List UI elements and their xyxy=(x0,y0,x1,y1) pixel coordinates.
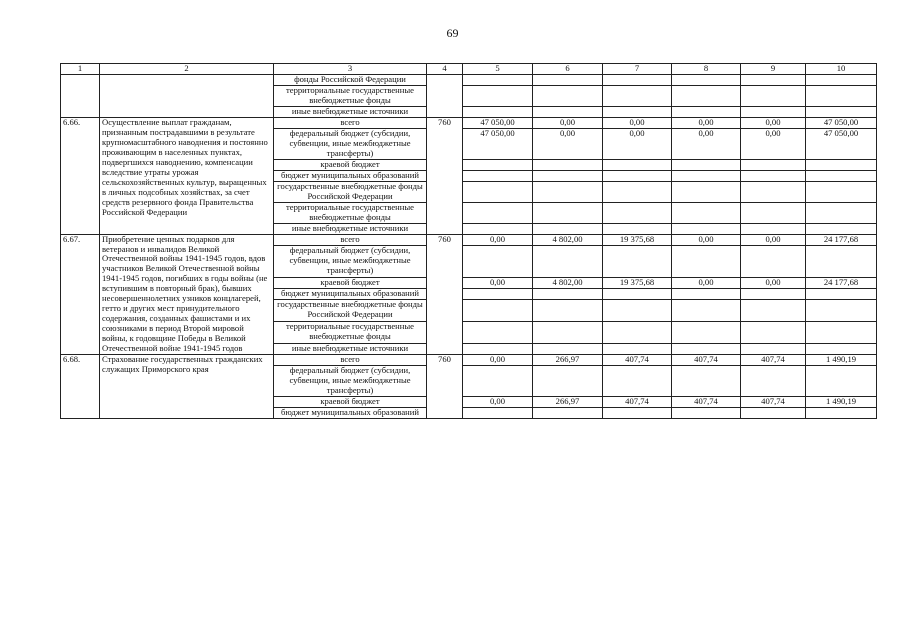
value-cell xyxy=(806,408,877,419)
code-cell: 760 xyxy=(427,355,463,419)
value-cell xyxy=(672,343,741,354)
funding-source-cell: бюджет муниципальных образований xyxy=(274,289,427,300)
value-cell: 47 050,00 xyxy=(463,117,533,128)
value-cell xyxy=(603,106,672,117)
value-cell xyxy=(741,289,806,300)
value-cell xyxy=(741,343,806,354)
value-cell: 0,00 xyxy=(463,277,533,288)
table-row xyxy=(61,234,877,245)
value-cell: 407,74 xyxy=(603,355,672,366)
value-cell: 47 050,00 xyxy=(806,117,877,128)
funding-source-cell: бюджет муниципальных образований xyxy=(274,170,427,181)
value-cell xyxy=(603,223,672,234)
value-cell: 4 802,00 xyxy=(533,234,603,245)
funding-source-cell: краевой бюджет xyxy=(274,277,427,288)
budget-table xyxy=(60,63,877,419)
value-cell xyxy=(533,159,603,170)
value-cell xyxy=(603,75,672,86)
value-cell: 0,00 xyxy=(741,128,806,159)
value-cell: 4 802,00 xyxy=(533,277,603,288)
value-cell xyxy=(603,408,672,419)
table-body xyxy=(61,64,877,419)
page-number: 69 xyxy=(446,26,459,40)
value-cell xyxy=(672,366,741,397)
value-cell: 47 050,00 xyxy=(463,128,533,159)
item-title-cell xyxy=(100,75,274,118)
item-number-cell: 6.67. xyxy=(61,234,100,355)
value-cell xyxy=(533,366,603,397)
value-cell xyxy=(806,181,877,202)
value-cell xyxy=(806,75,877,86)
value-cell xyxy=(672,408,741,419)
value-cell xyxy=(741,408,806,419)
code-cell: 760 xyxy=(427,117,463,234)
value-cell: 266,97 xyxy=(533,397,603,408)
value-cell: 407,74 xyxy=(741,355,806,366)
value-cell xyxy=(741,75,806,86)
value-cell: 0,00 xyxy=(672,234,741,245)
value-cell xyxy=(463,159,533,170)
value-cell xyxy=(672,245,741,277)
value-cell: 0,00 xyxy=(741,234,806,245)
value-cell xyxy=(672,85,741,106)
value-cell xyxy=(672,289,741,300)
value-cell: 0,00 xyxy=(672,277,741,288)
value-cell xyxy=(806,366,877,397)
value-cell xyxy=(533,202,603,223)
value-cell xyxy=(533,106,603,117)
value-cell xyxy=(806,245,877,277)
header-cell: 8 xyxy=(672,64,741,75)
value-cell xyxy=(741,202,806,223)
value-cell xyxy=(741,223,806,234)
value-cell: 0,00 xyxy=(463,355,533,366)
value-cell xyxy=(806,300,877,322)
value-cell xyxy=(463,85,533,106)
funding-source-cell: иные внебюджетные источники xyxy=(274,223,427,234)
funding-source-cell: краевой бюджет xyxy=(274,159,427,170)
value-cell xyxy=(672,300,741,322)
value-cell xyxy=(806,106,877,117)
value-cell xyxy=(603,245,672,277)
item-title-cell: Страхование государственных гражданских служащих Приморского края xyxy=(100,355,274,419)
value-cell xyxy=(463,202,533,223)
value-cell xyxy=(672,202,741,223)
value-cell xyxy=(463,170,533,181)
header-cell: 4 xyxy=(427,64,463,75)
value-cell xyxy=(533,343,603,354)
value-cell xyxy=(603,343,672,354)
value-cell xyxy=(741,181,806,202)
value-cell: 19 375,68 xyxy=(603,277,672,288)
value-cell: 1 490,19 xyxy=(806,355,877,366)
table-row xyxy=(61,117,877,128)
value-cell xyxy=(533,181,603,202)
funding-source-cell: территориальные государственные внебюджетные фонды xyxy=(274,202,427,223)
value-cell xyxy=(806,159,877,170)
header-cell: 9 xyxy=(741,64,806,75)
funding-source-cell: всего xyxy=(274,355,427,366)
funding-source-cell: бюджет муниципальных образований xyxy=(274,408,427,419)
value-cell xyxy=(533,408,603,419)
value-cell xyxy=(463,106,533,117)
value-cell: 407,74 xyxy=(741,397,806,408)
funding-source-cell: краевой бюджет xyxy=(274,397,427,408)
table-row xyxy=(61,75,877,86)
value-cell xyxy=(533,245,603,277)
value-cell xyxy=(463,289,533,300)
value-cell xyxy=(672,322,741,344)
code-cell xyxy=(427,75,463,118)
value-cell: 407,74 xyxy=(672,397,741,408)
funding-source-cell: государственные внебюджетные фонды Российской Федерации xyxy=(274,300,427,322)
value-cell xyxy=(463,343,533,354)
table-row xyxy=(61,355,877,366)
funding-source-cell: территориальные государственные внебюджетные фонды xyxy=(274,85,427,106)
value-cell xyxy=(463,223,533,234)
value-cell xyxy=(533,85,603,106)
value-cell xyxy=(533,223,603,234)
code-cell: 760 xyxy=(427,234,463,355)
value-cell: 407,74 xyxy=(603,397,672,408)
funding-source-cell: территориальные государственные внебюджетные фонды xyxy=(274,322,427,344)
value-cell xyxy=(463,245,533,277)
value-cell: 1 490,19 xyxy=(806,397,877,408)
value-cell xyxy=(463,181,533,202)
value-cell xyxy=(741,322,806,344)
value-cell xyxy=(603,300,672,322)
value-cell xyxy=(741,366,806,397)
value-cell: 0,00 xyxy=(741,277,806,288)
item-title-cell: Приобретение ценных подарков для ветеранов и инвалидов Великой Отечественной войны 1941-1945 годов, вдов участников Великой Отечественной войны 1941-1945 годов, погибших в годы войны (не вступившим в повторный брак), бывших несовершеннолетних узников концлагерей, гетто и других мест принудительного содержания, созданных фашистами и их союзниками в период Второй мировой войны, к годовщине Победы в Великой Отечественной войне 1941-1945 годов xyxy=(100,234,274,355)
value-cell: 19 375,68 xyxy=(603,234,672,245)
value-cell: 407,74 xyxy=(672,355,741,366)
item-number-cell xyxy=(61,75,100,118)
value-cell xyxy=(533,170,603,181)
value-cell xyxy=(741,85,806,106)
funding-source-cell: всего xyxy=(274,117,427,128)
value-cell xyxy=(672,181,741,202)
value-cell: 0,00 xyxy=(533,117,603,128)
header-cell: 3 xyxy=(274,64,427,75)
value-cell: 0,00 xyxy=(672,128,741,159)
header-cell: 7 xyxy=(603,64,672,75)
value-cell xyxy=(672,223,741,234)
funding-source-cell: федеральный бюджет (субсидии, субвенции, иные межбюджетные трансферты) xyxy=(274,366,427,397)
value-cell xyxy=(672,106,741,117)
value-cell xyxy=(741,300,806,322)
header-cell: 5 xyxy=(463,64,533,75)
funding-source-cell: федеральный бюджет (субсидии, субвенции, иные межбюджетные трансферты) xyxy=(274,128,427,159)
value-cell xyxy=(463,322,533,344)
value-cell xyxy=(806,202,877,223)
value-cell: 47 050,00 xyxy=(806,128,877,159)
value-cell xyxy=(741,170,806,181)
value-cell xyxy=(463,75,533,86)
header-row xyxy=(61,64,877,75)
funding-source-cell: фонды Российской Федерации xyxy=(274,75,427,86)
value-cell xyxy=(672,170,741,181)
value-cell xyxy=(672,159,741,170)
value-cell xyxy=(806,322,877,344)
value-cell: 0,00 xyxy=(463,397,533,408)
value-cell xyxy=(533,75,603,86)
value-cell: 266,97 xyxy=(533,355,603,366)
funding-source-cell: иные внебюджетные источники xyxy=(274,106,427,117)
value-cell xyxy=(672,75,741,86)
value-cell: 0,00 xyxy=(741,117,806,128)
item-title-cell: Осуществление выплат гражданам, признанным пострадавшими в результате крупномасштабного наводнения и постоянно проживающим в населенных пунктах, подвергшихся наводнению, компенсации вследствие утраты урожая сельскохозяйственных культур, выращенных в личных подсобных хозяйствах, за счет средств резервного фонда Правительства Российской Федерации xyxy=(100,117,274,234)
value-cell xyxy=(463,300,533,322)
value-cell: 0,00 xyxy=(533,128,603,159)
value-cell: 0,00 xyxy=(672,117,741,128)
item-number-cell: 6.68. xyxy=(61,355,100,419)
value-cell xyxy=(603,202,672,223)
value-cell xyxy=(603,85,672,106)
value-cell xyxy=(806,85,877,106)
value-cell xyxy=(603,366,672,397)
value-cell xyxy=(806,170,877,181)
value-cell xyxy=(806,223,877,234)
funding-source-cell: всего xyxy=(274,234,427,245)
value-cell xyxy=(533,300,603,322)
value-cell: 0,00 xyxy=(463,234,533,245)
value-cell xyxy=(806,343,877,354)
item-number-cell: 6.66. xyxy=(61,117,100,234)
header-cell: 2 xyxy=(100,64,274,75)
funding-source-cell: федеральный бюджет (субсидии, субвенции, иные межбюджетные трансферты) xyxy=(274,245,427,277)
value-cell xyxy=(741,159,806,170)
value-cell: 0,00 xyxy=(603,128,672,159)
value-cell xyxy=(603,170,672,181)
value-cell: 0,00 xyxy=(603,117,672,128)
value-cell: 24 177,68 xyxy=(806,234,877,245)
value-cell xyxy=(603,181,672,202)
value-cell xyxy=(533,289,603,300)
header-cell: 1 xyxy=(61,64,100,75)
value-cell xyxy=(806,289,877,300)
value-cell xyxy=(463,408,533,419)
value-cell xyxy=(741,245,806,277)
value-cell xyxy=(741,106,806,117)
funding-source-cell: иные внебюджетные источники xyxy=(274,343,427,354)
header-cell: 6 xyxy=(533,64,603,75)
value-cell xyxy=(463,366,533,397)
value-cell: 24 177,68 xyxy=(806,277,877,288)
value-cell xyxy=(603,289,672,300)
value-cell xyxy=(603,159,672,170)
value-cell xyxy=(603,322,672,344)
value-cell xyxy=(533,322,603,344)
header-cell: 10 xyxy=(806,64,877,75)
funding-source-cell: государственные внебюджетные фонды Российской Федерации xyxy=(274,181,427,202)
